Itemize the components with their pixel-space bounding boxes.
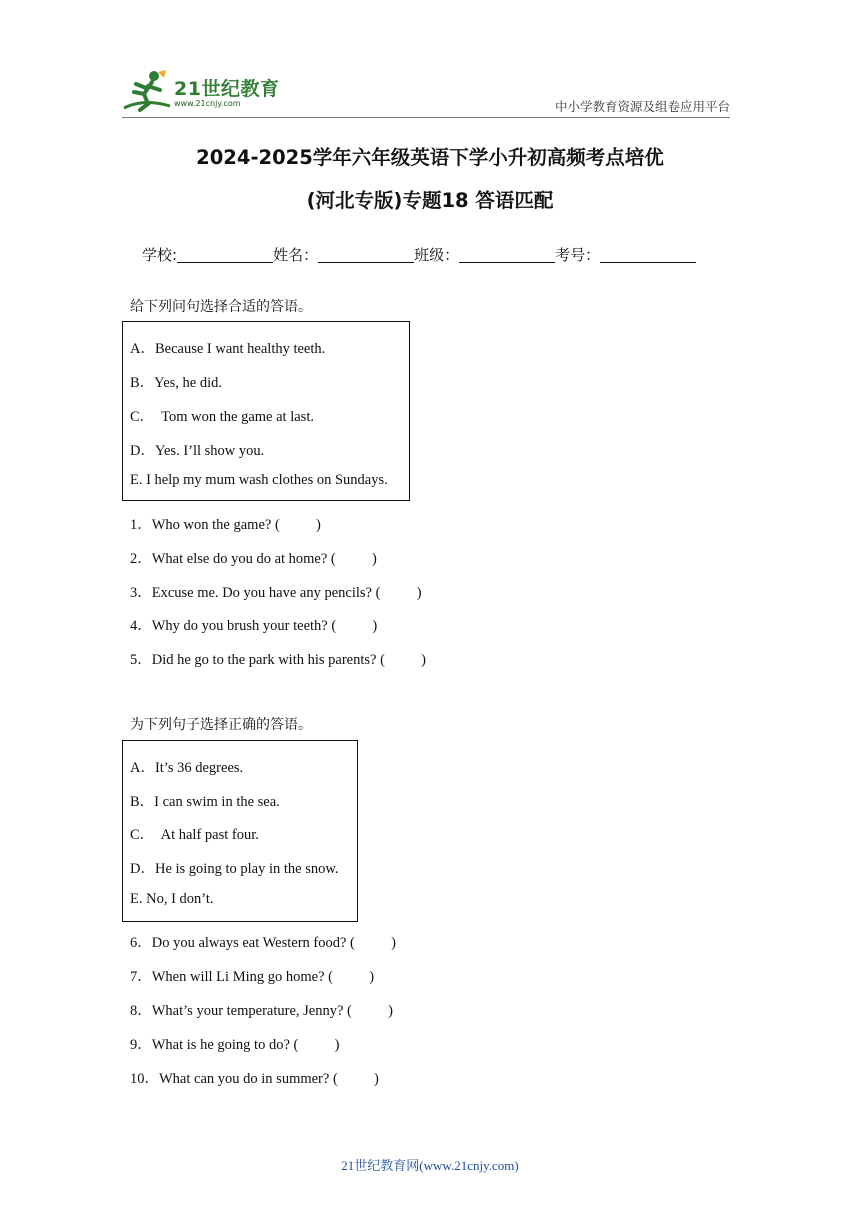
logo-text: 21世纪教育 bbox=[174, 78, 280, 100]
school-field[interactable] bbox=[177, 246, 273, 263]
option-b: B．Yes, he did. bbox=[130, 375, 222, 391]
question-4: 4．Why do you brush your teeth? ( ) bbox=[130, 618, 378, 634]
class-label: 班级： bbox=[414, 246, 460, 264]
question-10: 10．What can you do in summer? ( ) bbox=[130, 1071, 379, 1087]
question-9: 9．What is he going to do? ( ) bbox=[130, 1037, 340, 1053]
page-title: 2024-2025学年六年级英语下学小升初高频考点培优 bbox=[196, 146, 664, 169]
option-d: D．He is going to play in the snow. bbox=[130, 861, 339, 877]
question-8: 8．What’s your temperature, Jenny? ( ) bbox=[130, 1003, 393, 1019]
class-field[interactable] bbox=[459, 246, 555, 263]
school-label: 学校: bbox=[142, 246, 178, 264]
question-2: 2．What else do you do at home? ( ) bbox=[130, 551, 377, 567]
option-b: B．I can swim in the sea. bbox=[130, 794, 280, 810]
section2-instruction: 为下列句子选择正确的答语。 bbox=[130, 717, 312, 733]
page-subtitle: (河北专版)专题18 答语匹配 bbox=[306, 189, 554, 212]
option-c: C． At half past four. bbox=[130, 827, 259, 843]
exam-no-label: 考号： bbox=[555, 246, 601, 264]
name-label: 姓名： bbox=[273, 246, 319, 264]
student-info bbox=[142, 244, 696, 265]
question-1: 1．Who won the game? ( ) bbox=[130, 517, 321, 533]
logo-url: www.21cnjy.com bbox=[174, 99, 241, 108]
question-7: 7．When will Li Ming go home? ( ) bbox=[130, 969, 375, 985]
platform-label: 中小学教育资源及组卷应用平台 bbox=[554, 100, 730, 114]
option-d: D．Yes. I’ll show you. bbox=[130, 443, 265, 459]
name-field[interactable] bbox=[318, 246, 414, 263]
section1-instruction: 给下列问句选择合适的答语。 bbox=[130, 299, 312, 315]
logo bbox=[122, 68, 292, 114]
option-e: E. I help my mum wash clothes on Sundays. bbox=[130, 472, 388, 488]
header-divider bbox=[122, 117, 730, 118]
question-6: 6．Do you always eat Western food? ( ) bbox=[130, 935, 396, 951]
option-a: A．Because I want healthy teeth. bbox=[130, 341, 326, 357]
question-5: 5．Did he go to the park with his parents? ( ) bbox=[130, 652, 426, 668]
option-e: E. No, I don’t. bbox=[130, 891, 214, 907]
runner-logo-icon bbox=[122, 68, 174, 114]
option-a: A．It’s 36 degrees. bbox=[130, 760, 244, 776]
exam-no-field[interactable] bbox=[600, 246, 696, 263]
option-c: C． Tom won the game at last. bbox=[130, 409, 314, 425]
footer-link[interactable]: 21世纪教育网(www.21cnjy.com) bbox=[341, 1158, 519, 1173]
question-3: 3．Excuse me. Do you have any pencils? ( ) bbox=[130, 585, 422, 601]
